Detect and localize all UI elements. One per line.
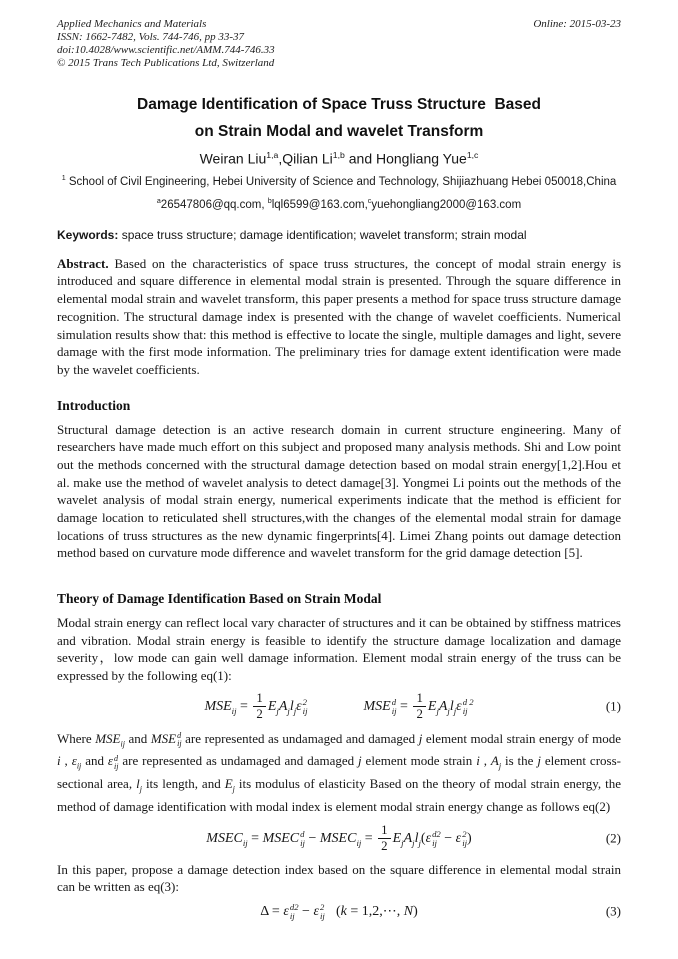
keywords-line — [57, 228, 621, 242]
equation-2 — [57, 824, 621, 854]
equation-3 — [57, 903, 621, 921]
paper-title — [57, 91, 621, 145]
email-2-mark: b — [267, 196, 272, 205]
section-heading-introduction: Introduction — [57, 397, 131, 413]
abstract-label: Abstract. — [57, 255, 109, 271]
paper-title-line2: on Strain Modal and wavelet Transform — [194, 123, 484, 140]
author-emails — [57, 197, 621, 211]
section-heading-theory: Theory of Damage Identification Based on Strain Modal — [57, 590, 382, 606]
introduction-paragraph: Structural damage detection is an active research domain in current structure engineering. Many of researchers have made much effort on this subject and proposed many analysis methods. Shi and Low point out the methods concerned with the structural damage detection based on modal strain energy[1,2].Hou et al. make use the method of wavelet analysis to detect damage[3]. Yongmei Li points out the methods of the wavelet analysis of modal strain energy, numerical experiments indicate that the method is efficient for damage location to reticulated shell structures,with the changes of the elemental modal strain for damage locations of truss structures as the new dynamic fingerprints[4]. Limei Zhang points out damage detection method based on curvature mode difference and wavelet transform for the grid damage detection [5]. — [57, 421, 621, 561]
closing-paragraph: In this paper, propose a damage detection index based on the square difference in elemental modal strain can be written as eq(3): — [57, 861, 621, 895]
journal-doi: doi:10.4028/www.scientific.net/AMM.744-746.33 — [57, 43, 275, 56]
author-2-affiliation-mark: 1,b — [332, 150, 345, 161]
abstract-text: Based on the characteristics of space truss structures, the concept of modal strain energy is introduced and square difference in elemental modal strain is presented. Through the square difference in elemental modal strain and wavelet transform, this paper presents a method for space truss structure damage recognition. The structural damage index is presented with the change of wavelet coefficients. Numerical simulation results show that: this method is effective to locate the single, multiple damages and light, severe damage with the first mode information. The preliminary tries for damage extent identification were made by the wavelet coefficients. — [57, 255, 621, 377]
author-3: and Hongliang Yue — [344, 150, 467, 167]
equation-1 — [57, 692, 621, 722]
where-paragraph: Where $MSE_{ij}$ and MSE d ij are represented as undamaged and damaged j element modal strain energy of mode i , $\varepsilon_{ij}$ and ε d ij are represented as undamaged and damaged j element mode strain i , $A_j$ is the j element cross-sectional area, $l_j$ its length, and $E_j$ its modulus of elasticity Based on the theory of modal strain energy, the method of damage identification with modal index is element modal strain energy change as follows eq(2) — [57, 730, 622, 814]
affiliation — [57, 174, 621, 189]
equation-2-body: $MSEC_{ij}$ = MSEC d ij − $MSEC_{ij}$ = $\frac{1}{2}$ $E_jA_jl_j(\varepsilon$ d2 ij − ε 2 ij ) — [206, 822, 472, 854]
paper-title-line1: Damage Identification of Space Truss Structure Based — [137, 95, 541, 113]
journal-issn: ISSN: 1662-7482, Vols. 744-746, pp 33-37 — [57, 30, 244, 43]
email-1-mark: a — [156, 196, 161, 205]
affiliation-mark: 1 — [61, 173, 66, 182]
author-1: Weiran Liu — [199, 150, 267, 167]
online-date: Online: 2015-03-23 — [533, 18, 621, 30]
author-1-affiliation-mark: 1,a — [266, 150, 279, 161]
equation-3-number: (3) — [605, 903, 621, 919]
authors-line — [57, 150, 621, 167]
affiliation-text: School of Civil Engineering, Hebei University of Science and Technology, Shijiazhuang Hebei 050018,China — [65, 175, 617, 188]
equation-3-body: Δ = ε d2 ij − ε 2 ij (k = 1,2,⋯, N) — [260, 902, 418, 921]
keywords-label: Keywords: — [57, 227, 119, 242]
email-2: lql6599@163.com, — [271, 198, 368, 211]
email-1: 26547806@qq.com, — [160, 198, 268, 211]
equation-1-number: (1) — [605, 698, 621, 714]
journal-header-left — [57, 18, 275, 70]
keywords-text: space truss structure; damage identification; wavelet transform; strain modal — [118, 227, 527, 242]
email-3: yuehongliang2000@163.com — [371, 198, 522, 211]
email-3-mark: c — [367, 196, 372, 205]
journal-header — [57, 18, 621, 70]
abstract — [57, 255, 621, 379]
equation-2-number: (2) — [605, 830, 621, 846]
theory-paragraph: Modal strain energy can reflect local vary character of structures and it can be obtained by stiffness matrices and vibration. Modal strain energy is feasible to identify the structure damage localization and damage severity，low mode can gain well damage information. Element modal strain energy of the truss can be expressed by the following eq(1): — [57, 614, 621, 683]
journal-copyright: © 2015 Trans Tech Publications Ltd, Switzerland — [57, 56, 275, 69]
author-2: ,Qilian Li — [278, 150, 333, 167]
equation-1-body: $MSE_{ij}$ = $\frac{1}{2}$ $E_jA_jl_j\varepsilon$ 2 ij MSE d ij = $\frac{1}{2}$ $E_jA_jl_j\varepsilon$ d 2 ij — [204, 690, 474, 722]
journal-name: Applied Mechanics and Materials — [57, 18, 207, 30]
author-3-affiliation-mark: 1,c — [466, 150, 479, 161]
